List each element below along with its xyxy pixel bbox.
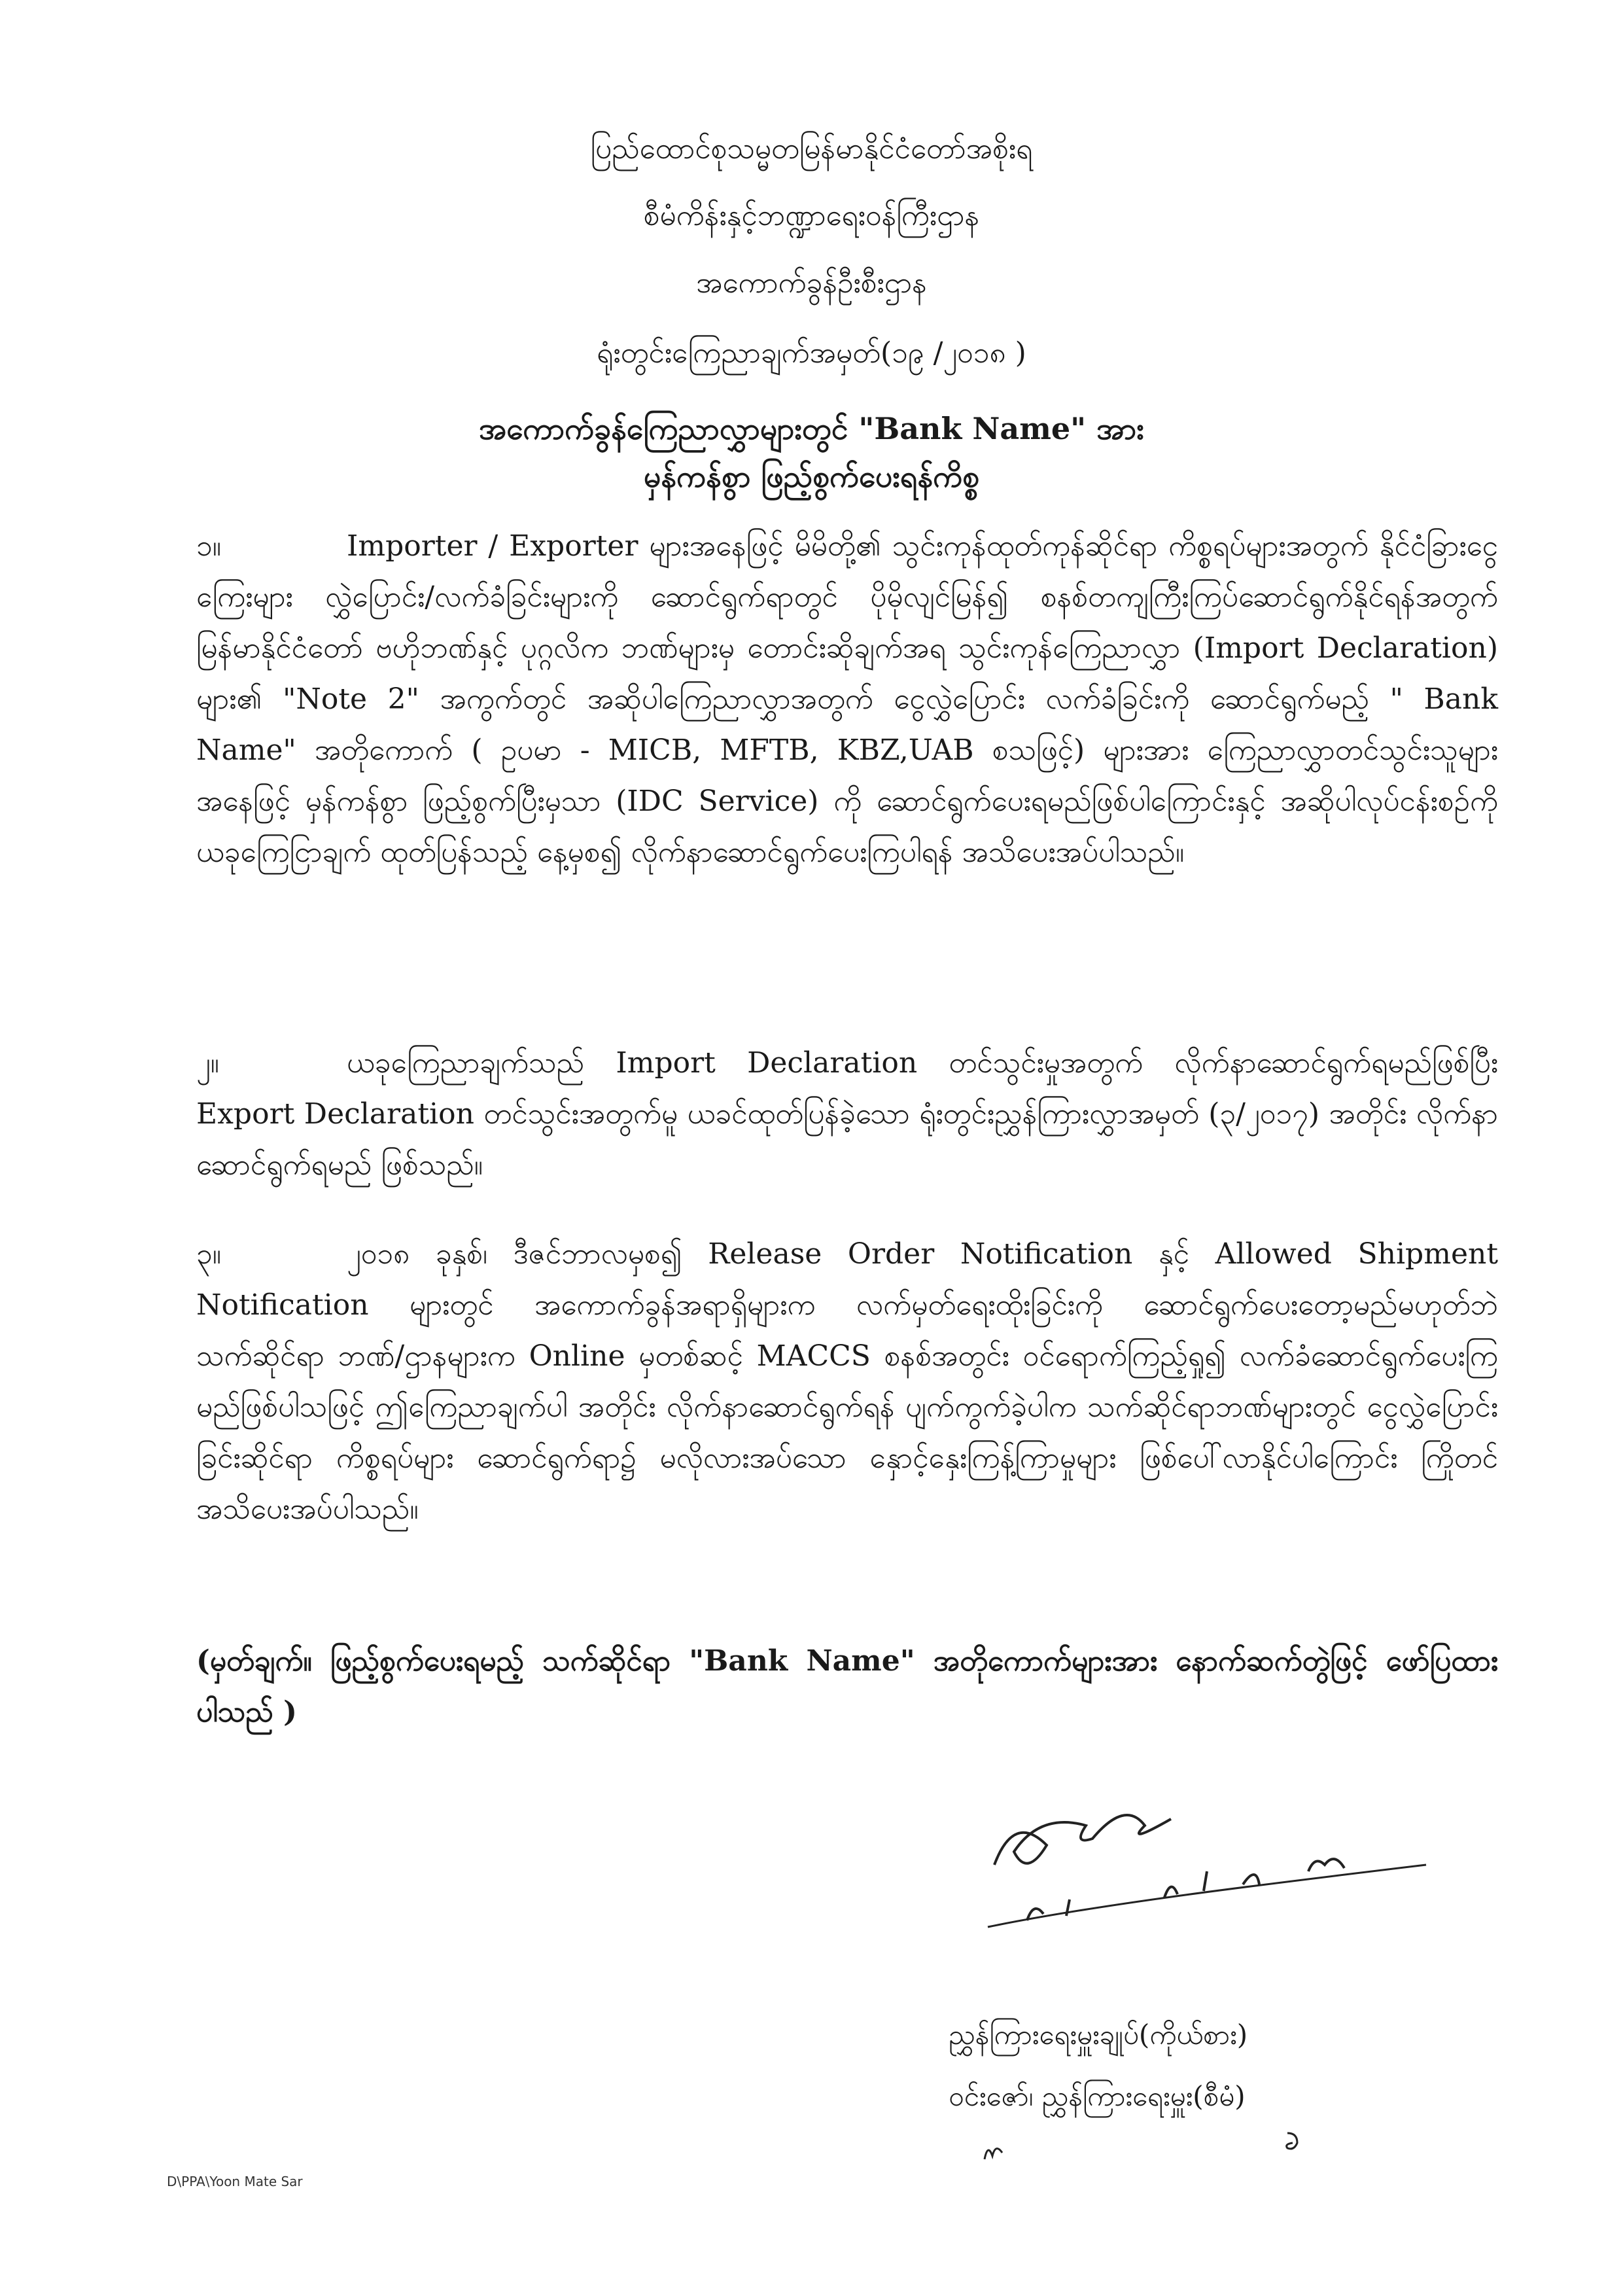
handwritten-signature bbox=[968, 1767, 1439, 1937]
paragraph-text: ၂၀၁၈ ခုနှစ်၊ ဒီဇင်ဘာလမှစ၍ Release Order Notification နှင့် Allowed Shipment Notification များတွင် အကောက်ခွန်အရာရှိများက လက်မှတ်ရေးထိုးခြင်းကို ဆောင်ရွက်ပေးတော့မည်မဟုတ်ဘဲ သက်ဆိုင်ရာ ဘဏ်/ဌာနများက Online မှတစ်ဆင့် MACCS စနစ်အတွင်း ဝင်ရောက်ကြည့်ရှု၍ လက်ခံဆောင်ရွက်ပေးကြမည်ဖြစ်ပါသဖြင့် ဤကြေညာချက်ပါ အတိုင်း လိုက်နာဆောင်ရွက်ရန် ပျက်ကွက်ခဲ့ပါက သက်ဆိုင်ရာဘဏ်များတွင် ငွေလွှဲပြောင်းခြင်းဆိုင်ရာ ကိစ္စရပ်များ ဆောင်ရွက်ရာ၌ မလိုလားအပ်သော နှောင့်နှေးကြန့်ကြာမှုများ ဖြစ်ပေါ်လာနိုင်ပါကြောင်း ကြိုတင်အသိပေးအပ်ပါသည်။ bbox=[196, 1237, 1498, 1526]
initial-mark-right bbox=[1282, 2127, 1308, 2153]
department-name: အကောက်ခွန်ဦးစီးဌာန bbox=[696, 266, 927, 300]
subject-line-2: မှန်ကန်စွာ ဖြည့်စွက်ပေးရန်ကိစ္စ bbox=[643, 459, 980, 494]
paragraph-3 bbox=[196, 1229, 1498, 1535]
paragraph-number: ၁။ bbox=[196, 529, 222, 563]
initial-mark-left bbox=[981, 2140, 1007, 2166]
announcement-number: ရုံးတွင်းကြေညာချက်အမှတ်(၁၉ /၂၀၁၈ ) bbox=[597, 336, 1026, 370]
signatory-name: ဝင်းဇော်၊ ညွှန်ကြားရေးမှူး(စီမံ) bbox=[949, 2080, 1246, 2112]
paragraph-text: Importer / Exporter များအနေဖြင့် မိမိတို့၏ သွင်းကုန်ထုတ်ကုန်ဆိုင်ရာ ကိစ္စရပ်များအတွက် နိုင်ငံခြားငွေကြေးများ လွှဲပြောင်း/လက်ခံခြင်းများကို ဆောင်ရွက်ရာတွင် ပိုမိုလျင်မြန်၍ စနစ်တကျကြီးကြပ်ဆောင်ရွက်နိုင်ရန်အတွက် မြန်မာနိုင်ငံတော် ဗဟိုဘဏ်နှင့် ပုဂ္ဂလိက ဘဏ်များမှ တောင်းဆိုချက်အရ သွင်းကုန်ကြေညာလွှာ (Import Declaration) များ၏ "Note 2" အကွက်တွင် အဆိုပါကြေညာလွှာအတွက် ငွေလွှဲပြောင်း လက်ခံခြင်းကို ဆောင်ရွက်မည့် " Bank Name" အတိုကောက် ( ဥပမာ - MICB, MFTB, KBZ,UAB စသဖြင့်) များအား ကြေညာလွှာတင်သွင်းသူများအနေဖြင့် မှန်ကန်စွာ ဖြည့်စွက်ပြီးမှသာ (IDC Service) ကို ဆောင်ရွက်ပေးရမည်ဖြစ်ပါကြောင်းနှင့် အဆိုပါလုပ်ငန်းစဉ်ကို ယခုကြေငြာချက် ထုတ်ပြန်သည့် နေ့မှစ၍ လိုက်နာဆောင်ရွက်ပေးကြပါရန် အသိပေးအပ်ပါသည်။ bbox=[196, 529, 1498, 869]
subject-line-1: အကောက်ခွန်ကြေညာလွှာများတွင် "Bank Name" အား bbox=[479, 411, 1144, 446]
signatory-title: ညွှန်ကြားရေးမှူးချုပ်(ကိုယ်စား) bbox=[949, 2019, 1248, 2051]
note: (မှတ်ချက်။ ဖြည့်စွက်ပေးရမည့် သက်ဆိုင်ရာ "Bank Name" အတိုကောက်များအား နောက်ဆက်တွဲဖြင့် ဖော်ပြထားပါသည် ) bbox=[196, 1644, 1498, 1729]
paragraph-number: ၂။ bbox=[196, 1046, 219, 1080]
government-name: ပြည်ထောင်စုသမ္မတမြန်မာနိုင်ငံတော်အစိုးရ bbox=[590, 132, 1033, 166]
ministry-name: စီမံကိန်းနှင့်ဘဏ္ဍာရေးဝန်ကြီးဌာန bbox=[643, 199, 980, 232]
file-path: D\PPA\Yoon Mate Sar bbox=[167, 2174, 303, 2189]
paragraph-1 bbox=[196, 521, 1498, 878]
paragraph-text: ယခုကြေညာချက်သည် Import Declaration တင်သွင်းမှုအတွက် လိုက်နာဆောင်ရွက်ရမည်ဖြစ်ပြီး Export Declaration တင်သွင်းအတွက်မူ ယခင်ထုတ်ပြန်ခဲ့သော ရုံးတွင်းညွှန်ကြားလွှာအမှတ် (၃/၂၀၁၇) အတိုင်း လိုက်နာဆောင်ရွက်ရမည် ဖြစ်သည်။ bbox=[196, 1046, 1498, 1182]
paragraph-number: ၃။ bbox=[196, 1237, 222, 1271]
paragraph-2 bbox=[196, 1038, 1498, 1191]
